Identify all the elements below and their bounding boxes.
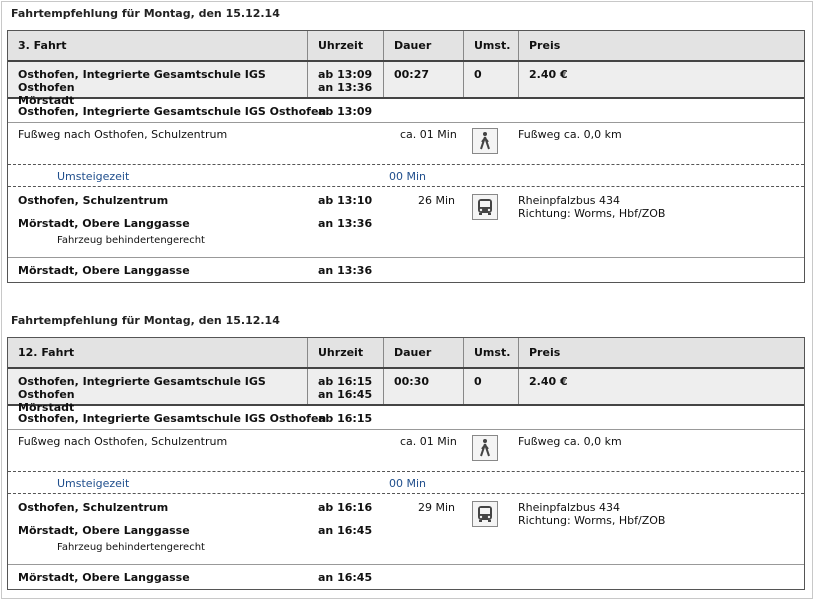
trip-summary-row[interactable] [8,369,804,414]
ride-departure: ab 16:16 [318,501,373,514]
fahrt-label: 3. Fahrt [18,39,67,52]
summary-to: Mörstadt [18,94,75,107]
transfer-label: Umsteigezeit [57,477,130,490]
trip-summary-row[interactable] [8,62,804,107]
trip-table [7,30,805,283]
ride-duration: 26 Min [418,194,456,207]
end-time: an 16:45 [318,571,373,584]
summary-arrival: an 16:45 [318,388,373,401]
summary-to: Mörstadt [18,401,75,414]
col-dauer: Dauer [383,31,463,60]
walk-info: Fußweg ca. 0,0 km [518,128,622,141]
summary-route [8,369,307,414]
ride-duration: 29 Min [418,501,456,514]
col-umst: Umst. [463,31,518,60]
accessibility-note: Fahrzeug behindertengerecht [57,235,205,246]
ride-line: Rheinpfalzbus 434 [518,501,621,514]
walk-text: Fußweg nach Osthofen, Schulzentrum [18,435,228,448]
transfer-row [8,165,804,187]
table-header-row [8,338,804,369]
ride-line: Rheinpfalzbus 434 [518,194,621,207]
end-stop: Mörstadt, Obere Langgasse [18,571,190,584]
end-time: an 13:36 [318,264,373,277]
col-preis: Preis [518,31,806,60]
walk-info: Fußweg ca. 0,0 km [518,435,622,448]
pedestrian-icon [472,435,498,461]
summary-departure: ab 16:15 [318,375,373,388]
summary-transfers: 0 [463,62,518,97]
ride-direction: Richtung: Worms, Hbf/ZOB [518,514,666,527]
summary-times [307,369,383,404]
ride-to: Mörstadt, Obere Langgasse [18,217,190,230]
summary-price: 2.40 € [518,62,806,97]
summary-from: Osthofen, Integrierte Gesamtschule IGS Osthofen [18,68,266,94]
transfer-label: Umsteigezeit [57,170,130,183]
ride-row [8,187,804,258]
bus-icon [472,501,498,527]
walk-row [8,123,804,165]
start-time: ab 16:15 [318,412,373,425]
ride-from: Osthofen, Schulzentrum [18,501,169,514]
accessibility-note: Fahrzeug behindertengerecht [57,542,205,553]
ride-row [8,494,804,565]
ride-to: Mörstadt, Obere Langgasse [18,524,190,537]
walk-row [8,430,804,472]
start-row [8,406,804,430]
end-row [8,565,804,589]
end-stop: Mörstadt, Obere Langgasse [18,264,190,277]
summary-price: 2.40 € [518,369,806,404]
summary-from: Osthofen, Integrierte Gesamtschule IGS Osthofen [18,375,266,401]
summary-times [307,62,383,97]
trip-table [7,337,805,590]
summary-route [8,62,307,107]
transfer-duration: 00 Min [389,170,427,183]
pedestrian-icon [472,128,498,154]
start-time: ab 13:09 [318,105,373,118]
walk-duration: ca. 01 Min [400,128,457,141]
summary-duration: 00:27 [383,62,463,97]
summary-arrival: an 13:36 [318,81,373,94]
table-header-row [8,31,804,62]
transfer-row [8,472,804,494]
fahrt-label: 12. Fahrt [18,346,75,359]
ride-direction: Richtung: Worms, Hbf/ZOB [518,207,666,220]
col-uhrzeit: Uhrzeit [307,338,383,367]
col-uhrzeit: Uhrzeit [307,31,383,60]
ride-from: Osthofen, Schulzentrum [18,194,169,207]
col-umst: Umst. [463,338,518,367]
summary-transfers: 0 [463,369,518,404]
summary-departure: ab 13:09 [318,68,373,81]
trip-heading: Fahrtempfehlung für Montag, den 15.12.14 [11,314,280,327]
start-stop: Osthofen, Integrierte Gesamtschule IGS Osthofen [18,105,327,118]
walk-text: Fußweg nach Osthofen, Schulzentrum [18,128,228,141]
start-row [8,99,804,123]
end-row [8,258,804,282]
trip-heading: Fahrtempfehlung für Montag, den 15.12.14 [11,7,280,20]
transfer-duration: 00 Min [389,477,427,490]
bus-icon [472,194,498,220]
summary-duration: 00:30 [383,369,463,404]
ride-arrival: an 13:36 [318,217,373,230]
walk-duration: ca. 01 Min [400,435,457,448]
start-stop: Osthofen, Integrierte Gesamtschule IGS Osthofen [18,412,327,425]
col-preis: Preis [518,338,806,367]
ride-arrival: an 16:45 [318,524,373,537]
col-dauer: Dauer [383,338,463,367]
ride-departure: ab 13:10 [318,194,373,207]
